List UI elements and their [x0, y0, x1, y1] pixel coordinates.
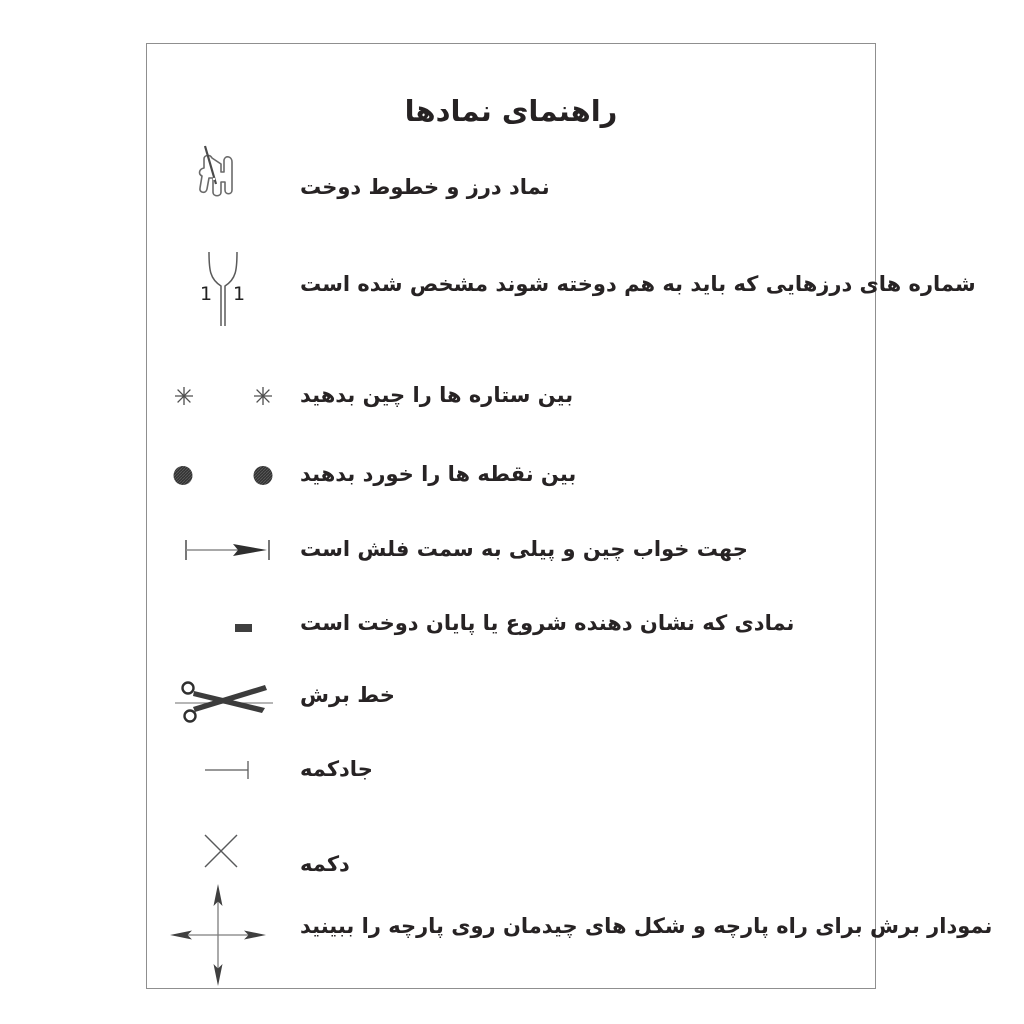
- cutting-layout-icon: [168, 884, 268, 986]
- dots-icon: [173, 465, 274, 486]
- notch-number-right: 1: [233, 283, 246, 305]
- buttonhole-icon: [205, 760, 251, 780]
- presser-foot-icon: [192, 144, 238, 202]
- row-label-start-end: نمادی که نشان دهنده شروع یا پایان دوخت است: [300, 611, 795, 635]
- notch-number-left: 1: [200, 283, 213, 305]
- row-label-ease-dots: بین نقطه ها را خورد بدهید: [300, 462, 577, 486]
- row-label-button: دکمه: [300, 852, 350, 876]
- stars-icon: [174, 386, 274, 406]
- row-label-cutting-layout: نمودار برش برای راه پارچه و شکل های چیدمان روی پارچه را ببینید: [300, 914, 993, 938]
- row-label-cut-line: خط برش: [300, 683, 395, 707]
- page-title: راهنمای نمادها: [404, 94, 618, 128]
- start-end-icon: [235, 624, 252, 632]
- button-x-icon: [203, 833, 239, 869]
- row-label-seam-lines: نماد درز و خطوط دوخت: [300, 175, 550, 199]
- row-label-seam-numbers: شماره های درزهایی که باید به هم دوخته شوند مشخص شده است: [300, 272, 976, 296]
- row-label-gather-stars: بین ستاره ها را چین بدهید: [300, 383, 574, 407]
- row-label-buttonhole: جادکمه: [300, 757, 373, 781]
- row-label-pleat-direction: جهت خواب چین و پیلی به سمت فلش است: [300, 537, 748, 561]
- scissors-icon: [173, 681, 275, 723]
- grain-arrow-icon: [181, 538, 273, 562]
- notch-icon: [197, 250, 249, 328]
